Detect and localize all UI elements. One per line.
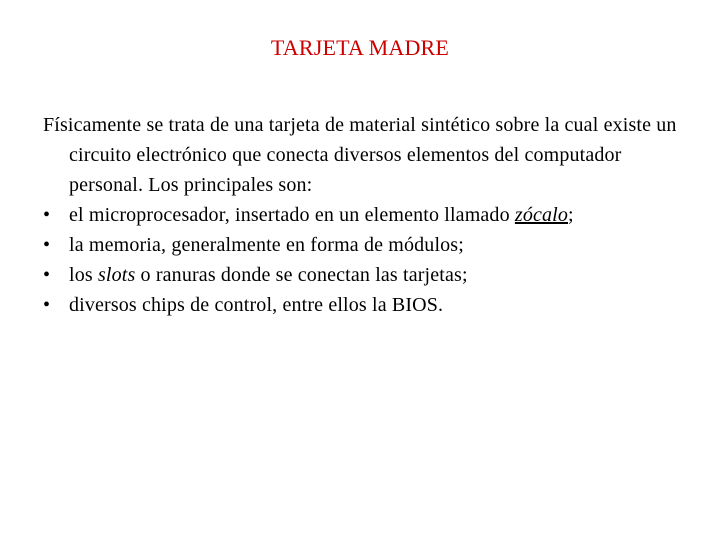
bullet-text-before: el microprocesador, insertado en un elemento llamado xyxy=(69,204,515,226)
bullet-icon: • xyxy=(43,264,51,286)
bullet-text-after: ; xyxy=(568,204,574,226)
bullet-item-memory xyxy=(43,230,693,260)
bullet-icon: • xyxy=(43,204,51,226)
bullet-item-slots xyxy=(43,260,693,290)
bullet-text: diversos chips de control, entre ellos la BIOS. xyxy=(69,294,444,316)
emphasized-term: slots xyxy=(97,264,136,286)
bullet-item-chips xyxy=(43,290,693,320)
bullet-text-before: los xyxy=(69,264,98,286)
bullet-icon: • xyxy=(43,234,51,256)
bullet-list xyxy=(43,200,693,320)
bullet-item-microprocessor xyxy=(43,200,693,230)
emphasized-term: zócalo xyxy=(514,204,569,226)
intro-paragraph: Físicamente se trata de una tarjeta de material sintético sobre la cual existe un circuito electrónico que conecta diversos elementos del computador personal. Los principales son: xyxy=(43,114,677,196)
bullet-text: la memoria, generalmente en forma de módulos; xyxy=(69,234,464,256)
bullet-text-after: o ranuras donde se conectan las tarjetas; xyxy=(135,264,468,286)
bullet-icon: • xyxy=(43,294,51,316)
slide-body xyxy=(43,110,693,320)
slide-title: TARJETA MADRE xyxy=(270,35,450,60)
